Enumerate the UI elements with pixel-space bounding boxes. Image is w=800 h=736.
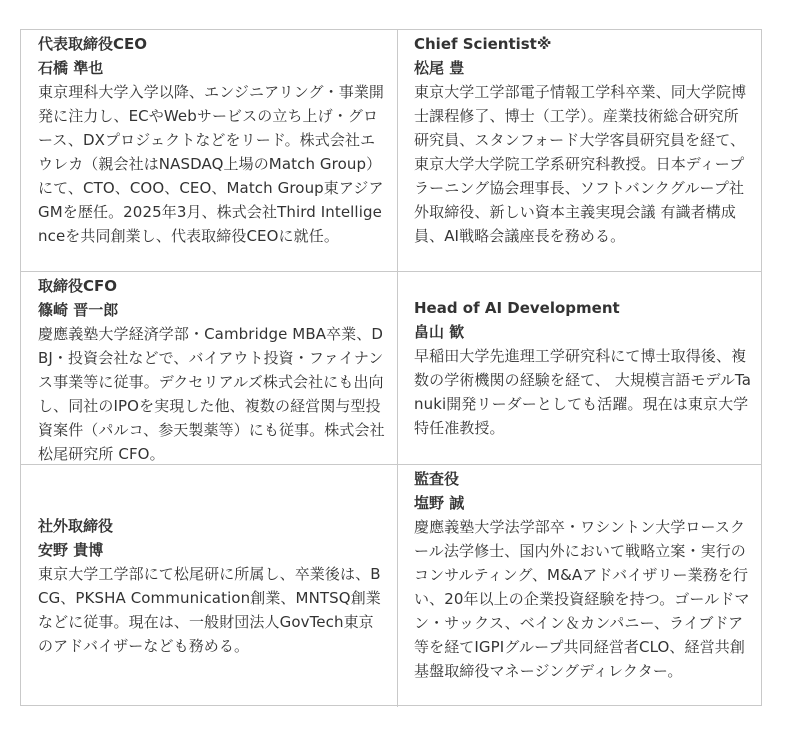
profile-name: 松尾 豊 <box>414 59 465 77</box>
profile-cell-outside-director <box>21 465 398 707</box>
profile-name: 塩野 誠 <box>414 494 465 512</box>
profile-bio: 東京大学工学部にて松尾研に所属し、卒業後は、BCG、PKSHA Communication創業、MNTSQ創業などに従事。現在は、一般財団法人GovTech東京のアドバイザーなども務める。 <box>38 565 381 655</box>
profile-title: 社外取締役 <box>38 517 114 535</box>
profile-title: Head of AI Development <box>414 299 620 317</box>
profile-cell-chief-scientist <box>398 30 762 272</box>
profile-bio: 早稲田大学先進理工学研究科にて博士取得後、複数の学術機関の経験を経て、 大規模言語モデルTanuki開発リーダーとしても活躍。現在は東京大学特任准教授。 <box>414 347 751 437</box>
profile-bio: 慶應義塾大学法学部卒・ワシントン大学ロースクール法学修士、国内外において戦略立案・実行のコンサルティング、M&Aアドバイザリー業務を行い、20年以上の企業投資経験を持つ。ゴールドマン・サックス、ベイン＆カンパニー、ライブドア等を経てIGPIグループ共同経営者CLO、経営共創基盤取締役マネージングディレクター。 <box>414 518 750 680</box>
profile-bio: 東京大学工学部電子情報工学科卒業、同大学院博士課程修了、博士（工学）。産業技術総合研究所研究員、スタンフォード大学客員研究員を経て、東京大学大学院工学系研究科教授。日本ディープラーニング協会理事長、ソフトバンクグループ社外取締役、新しい資本主義実現会議 有識者構成員、AI戦略会議座長を務める。 <box>414 83 747 245</box>
profile-bio: 慶應義塾大学経済学部・Cambridge MBA卒業、DBJ・投資会社などで、バイアウト投資・ファイナンス事業等に従事。デクセリアルズ株式会社にも出向し、同社のIPOを実現した他、複数の経営関与型投資案件（パルコ、参天製薬等）にも従事。株式会社松尾研究所 CFO。 <box>38 325 385 463</box>
profile-title: 代表取締役CEO <box>38 35 148 53</box>
profile-bio: 東京理科大学入学以降、エンジニアリング・事業開発に注力し、ECやWebサービスの立ち上げ・グロース、DXプロジェクトなどをリード。株式会社エウレカ（親会社はNASDAQ上場のMatch Group）にて、CTO、COO、CEO、Match Group東アジアGMを歴任。2025年3月、株式会社Third Intelligenceを共同創業し、代表取締役CEOに就任。 <box>38 83 385 245</box>
profile-title: 監査役 <box>414 470 460 488</box>
profile-name: 畠山 歓 <box>414 323 465 341</box>
executive-profile-table <box>20 29 762 706</box>
profile-cell-head-of-ai <box>398 272 762 465</box>
profile-name: 安野 貴博 <box>38 541 104 559</box>
profile-cell-cfo <box>21 272 398 465</box>
profile-title: 取締役CFO <box>38 277 118 295</box>
profile-cell-ceo <box>21 30 398 272</box>
profile-title: Chief Scientist※ <box>414 35 552 53</box>
profile-name: 篠崎 晋一郎 <box>38 301 119 319</box>
profile-name: 石橋 準也 <box>38 59 104 77</box>
profile-cell-auditor <box>398 465 762 707</box>
